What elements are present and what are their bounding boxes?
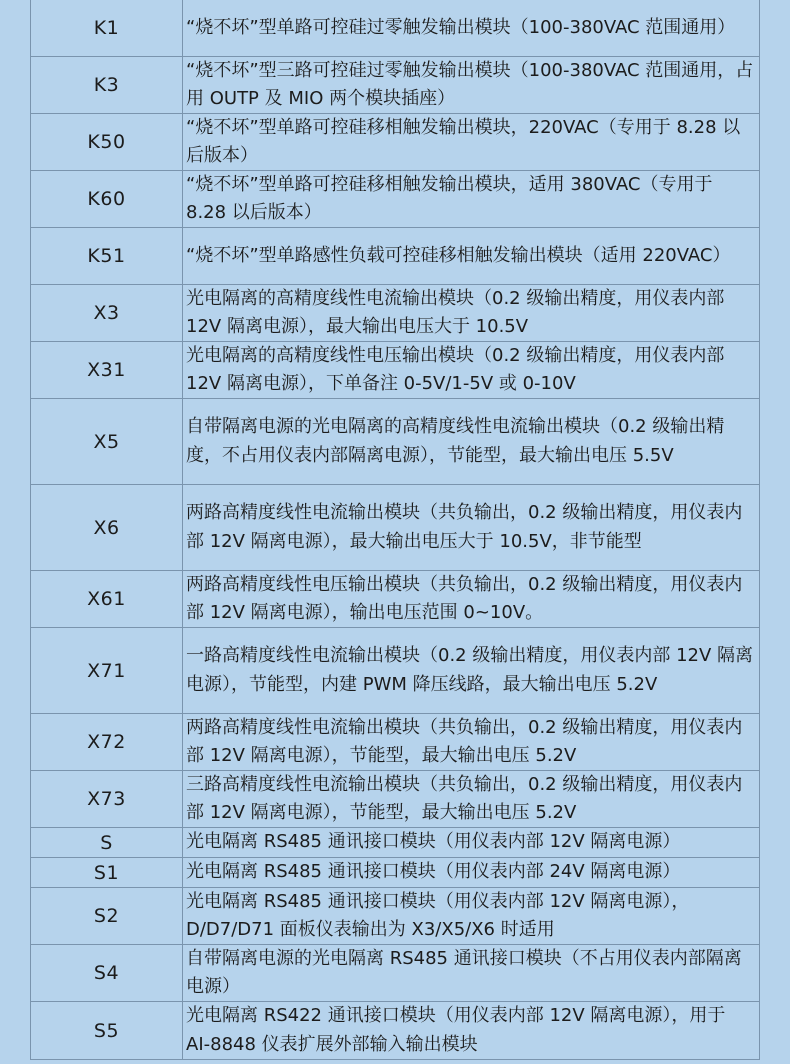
module-code: X73	[31, 771, 183, 827]
table-row	[31, 399, 759, 485]
table-row	[31, 285, 759, 342]
module-code: X5	[31, 399, 183, 484]
table-row	[31, 714, 759, 771]
module-code: K50	[31, 114, 183, 170]
module-description: 两路高精度线性电流输出模块（共负输出，0.2 级输出精度，用仪表内部 12V 隔离电源），最大输出电压大于 10.5V，非节能型	[186, 502, 743, 552]
module-description: “烧不坏”型单路可控硅过零触发输出模块（100-380VAC 范围通用）	[186, 16, 736, 38]
module-description: “烧不坏”型单路可控硅移相触发输出模块，适用 380VAC（专用于 8.28 以后版本）	[186, 173, 713, 223]
module-description: 光电隔离 RS485 通讯接口模块（用仪表内部 12V 隔离电源）	[186, 831, 681, 853]
table-row	[31, 114, 759, 171]
module-description: 自带隔离电源的光电隔离 RS485 通讯接口模块（不占用仪表内部隔离电源）	[186, 947, 742, 997]
table-row	[31, 828, 759, 858]
module-description: 三路高精度线性电流输出模块（共负输出，0.2 级输出精度，用仪表内部 12V 隔离电源），节能型，最大输出电压 5.2V	[186, 773, 743, 823]
module-description: 光电隔离的高精度线性电压输出模块（0.2 级输出精度，用仪表内部 12V 隔离电源），下单备注 0-5V/1-5V 或 0-10V	[186, 344, 725, 394]
module-code: K60	[31, 171, 183, 227]
table-row	[31, 771, 759, 828]
table-row	[31, 342, 759, 399]
table-row	[31, 571, 759, 628]
table-row	[31, 228, 759, 285]
table-row	[31, 888, 759, 945]
table-row	[31, 485, 759, 571]
module-code: S4	[31, 945, 183, 1001]
module-code: X31	[31, 342, 183, 398]
module-code: S5	[31, 1002, 183, 1059]
module-code: S	[31, 828, 183, 857]
module-code: X71	[31, 628, 183, 713]
table-row	[31, 628, 759, 714]
module-description: 光电隔离的高精度线性电流输出模块（0.2 级输出精度，用仪表内部 12V 隔离电源），最大输出电压大于 10.5V	[186, 287, 725, 337]
module-code: X6	[31, 485, 183, 570]
module-code: K1	[31, 0, 183, 56]
module-description: 光电隔离 RS422 通讯接口模块（用仪表内部 12V 隔离电源），用于 AI-8848 仪表扩展外部输入输出模块	[186, 1005, 726, 1055]
module-code: S2	[31, 888, 183, 944]
module-description: “烧不坏”型三路可控硅过零触发输出模块（100-380VAC 范围通用，占用 OUTP 及 MIO 两个模块插座）	[186, 59, 754, 109]
table-row	[31, 858, 759, 888]
table-row	[31, 171, 759, 228]
module-description: “烧不坏”型单路可控硅移相触发输出模块，220VAC（专用于 8.28 以后版本）	[186, 116, 741, 166]
module-code: K51	[31, 228, 183, 284]
module-code: X61	[31, 571, 183, 627]
module-code: X3	[31, 285, 183, 341]
module-description: “烧不坏”型单路感性负载可控硅移相触发输出模块（适用 220VAC）	[186, 244, 731, 266]
table-row	[31, 0, 759, 57]
module-description: 两路高精度线性电压输出模块（共负输出，0.2 级输出精度，用仪表内部 12V 隔离电源），输出电压范围 0~10V。	[186, 573, 743, 623]
table-row	[31, 1002, 759, 1060]
module-description: 两路高精度线性电流输出模块（共负输出，0.2 级输出精度，用仪表内部 12V 隔离电源），节能型，最大输出电压 5.2V	[186, 716, 743, 766]
table-row	[31, 57, 759, 114]
table-row	[31, 945, 759, 1002]
module-description: 自带隔离电源的光电隔离的高精度线性电流输出模块（0.2 级输出精度，不占用仪表内部隔离电源），节能型，最大输出电压 5.5V	[186, 416, 725, 466]
module-spec-table	[30, 0, 760, 1060]
module-description: 一路高精度线性电流输出模块（0.2 级输出精度，用仪表内部 12V 隔离电源），节能型，内建 PWM 降压线路，最大输出电压 5.2V	[186, 645, 754, 695]
module-description: 光电隔离 RS485 通讯接口模块（用仪表内部 12V 隔离电源），D/D7/D71 面板仪表输出为 X3/X5/X6 时适用	[186, 890, 690, 940]
module-code: X72	[31, 714, 183, 770]
module-code: S1	[31, 858, 183, 887]
module-code: K3	[31, 57, 183, 113]
module-description: 光电隔离 RS485 通讯接口模块（用仪表内部 24V 隔离电源）	[186, 861, 681, 883]
